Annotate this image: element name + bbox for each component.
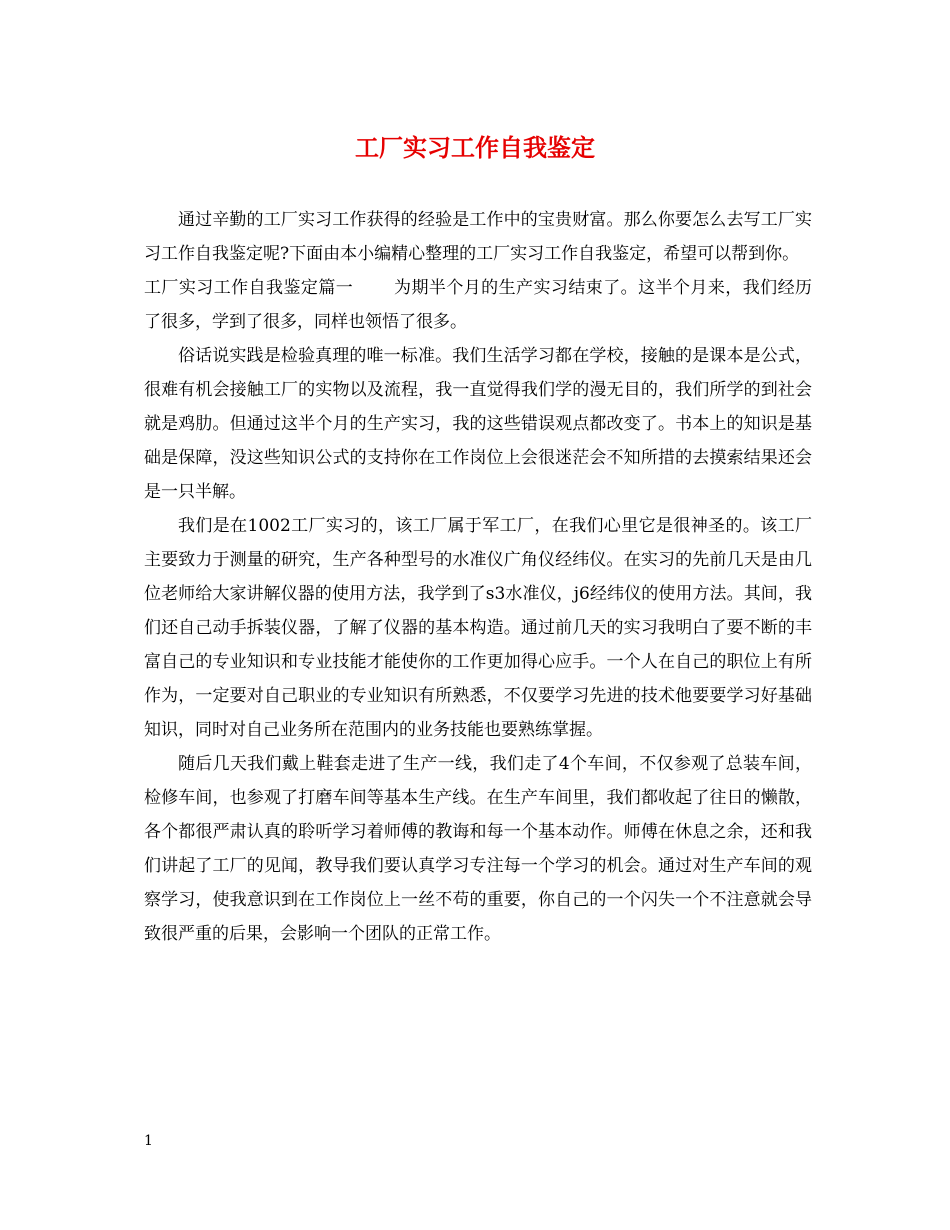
section-first-text: 为期半个月的生产实习结束了。这半个月来，我们经历了很多，学到了很多，同样也领悟了很多。 xyxy=(144,278,813,332)
document-body xyxy=(144,203,812,951)
section-first-paragraph xyxy=(144,271,812,339)
body-paragraph-3: 随后几天我们戴上鞋套走进了生产一线，我们走了4个车间，不仅参观了总装车间，检修车间，也参观了打磨车间等基本生产线。在生产车间里，我们都收起了往日的懒散，各个都很严肃认真的聆听学习着师傅的教诲和每一个基本动作。师傅在休息之余，还和我们讲起了工厂的见闻，教导我们要认真学习专注每一个学习的机会。通过对生产车间的观察学习，使我意识到在工作岗位上一丝不苟的重要，你自己的一个闪失一个不注意就会导致很严重的后果，会影响一个团队的正常工作。 xyxy=(144,754,812,944)
intro-paragraph: 通过辛勤的工厂实习工作获得的经验是工作中的宝贵财富。那么你要怎么去写工厂实习工作自我鉴定呢?下面由本小编精心整理的工厂实习工作自我鉴定，希望可以帮到你。 xyxy=(144,210,812,264)
page-number: 1 xyxy=(144,1133,153,1149)
document-title: 工厂实习工作自我鉴定 xyxy=(355,133,595,162)
body-paragraph-2: 我们是在1002工厂实习的，该工厂属于军工厂，在我们心里它是很神圣的。该工厂主要致力于测量的研究，生产各种型号的水准仪广角仪经纬仪。在实习的先前几天是由几位老师给大家讲解仪器的使用方法，我学到了s3水准仪，j6经纬仪的使用方法。其间，我们还自己动手拆装仪器，了解了仪器的基本构造。通过前几天的实习我明白了要不断的丰富自己的专业知识和专业技能才能使你的工作更加得心应手。一个人在自己的职位上有所作为，一定要对自己职业的专业知识有所熟悉，不仅要学习先进的技术他要要学习好基础知识，同时对自己业务所在范围内的业务技能也要熟练掌握。 xyxy=(144,516,812,740)
body-paragraph-1: 俗话说实践是检验真理的唯一标准。我们生活学习都在学校，接触的是课本是公式，很难有机会接触工厂的实物以及流程，我一直觉得我们学的漫无目的，我们所学的到社会就是鸡肋。但通过这半个月的生产实习，我的这些错误观点都改变了。书本上的知识是基础是保障，没这些知识公式的支持你在工作岗位上会很迷茫会不知所措的去摸索结果还会是一只半解。 xyxy=(144,346,812,502)
section-heading: 工厂实习工作自我鉴定篇一 xyxy=(144,278,354,298)
